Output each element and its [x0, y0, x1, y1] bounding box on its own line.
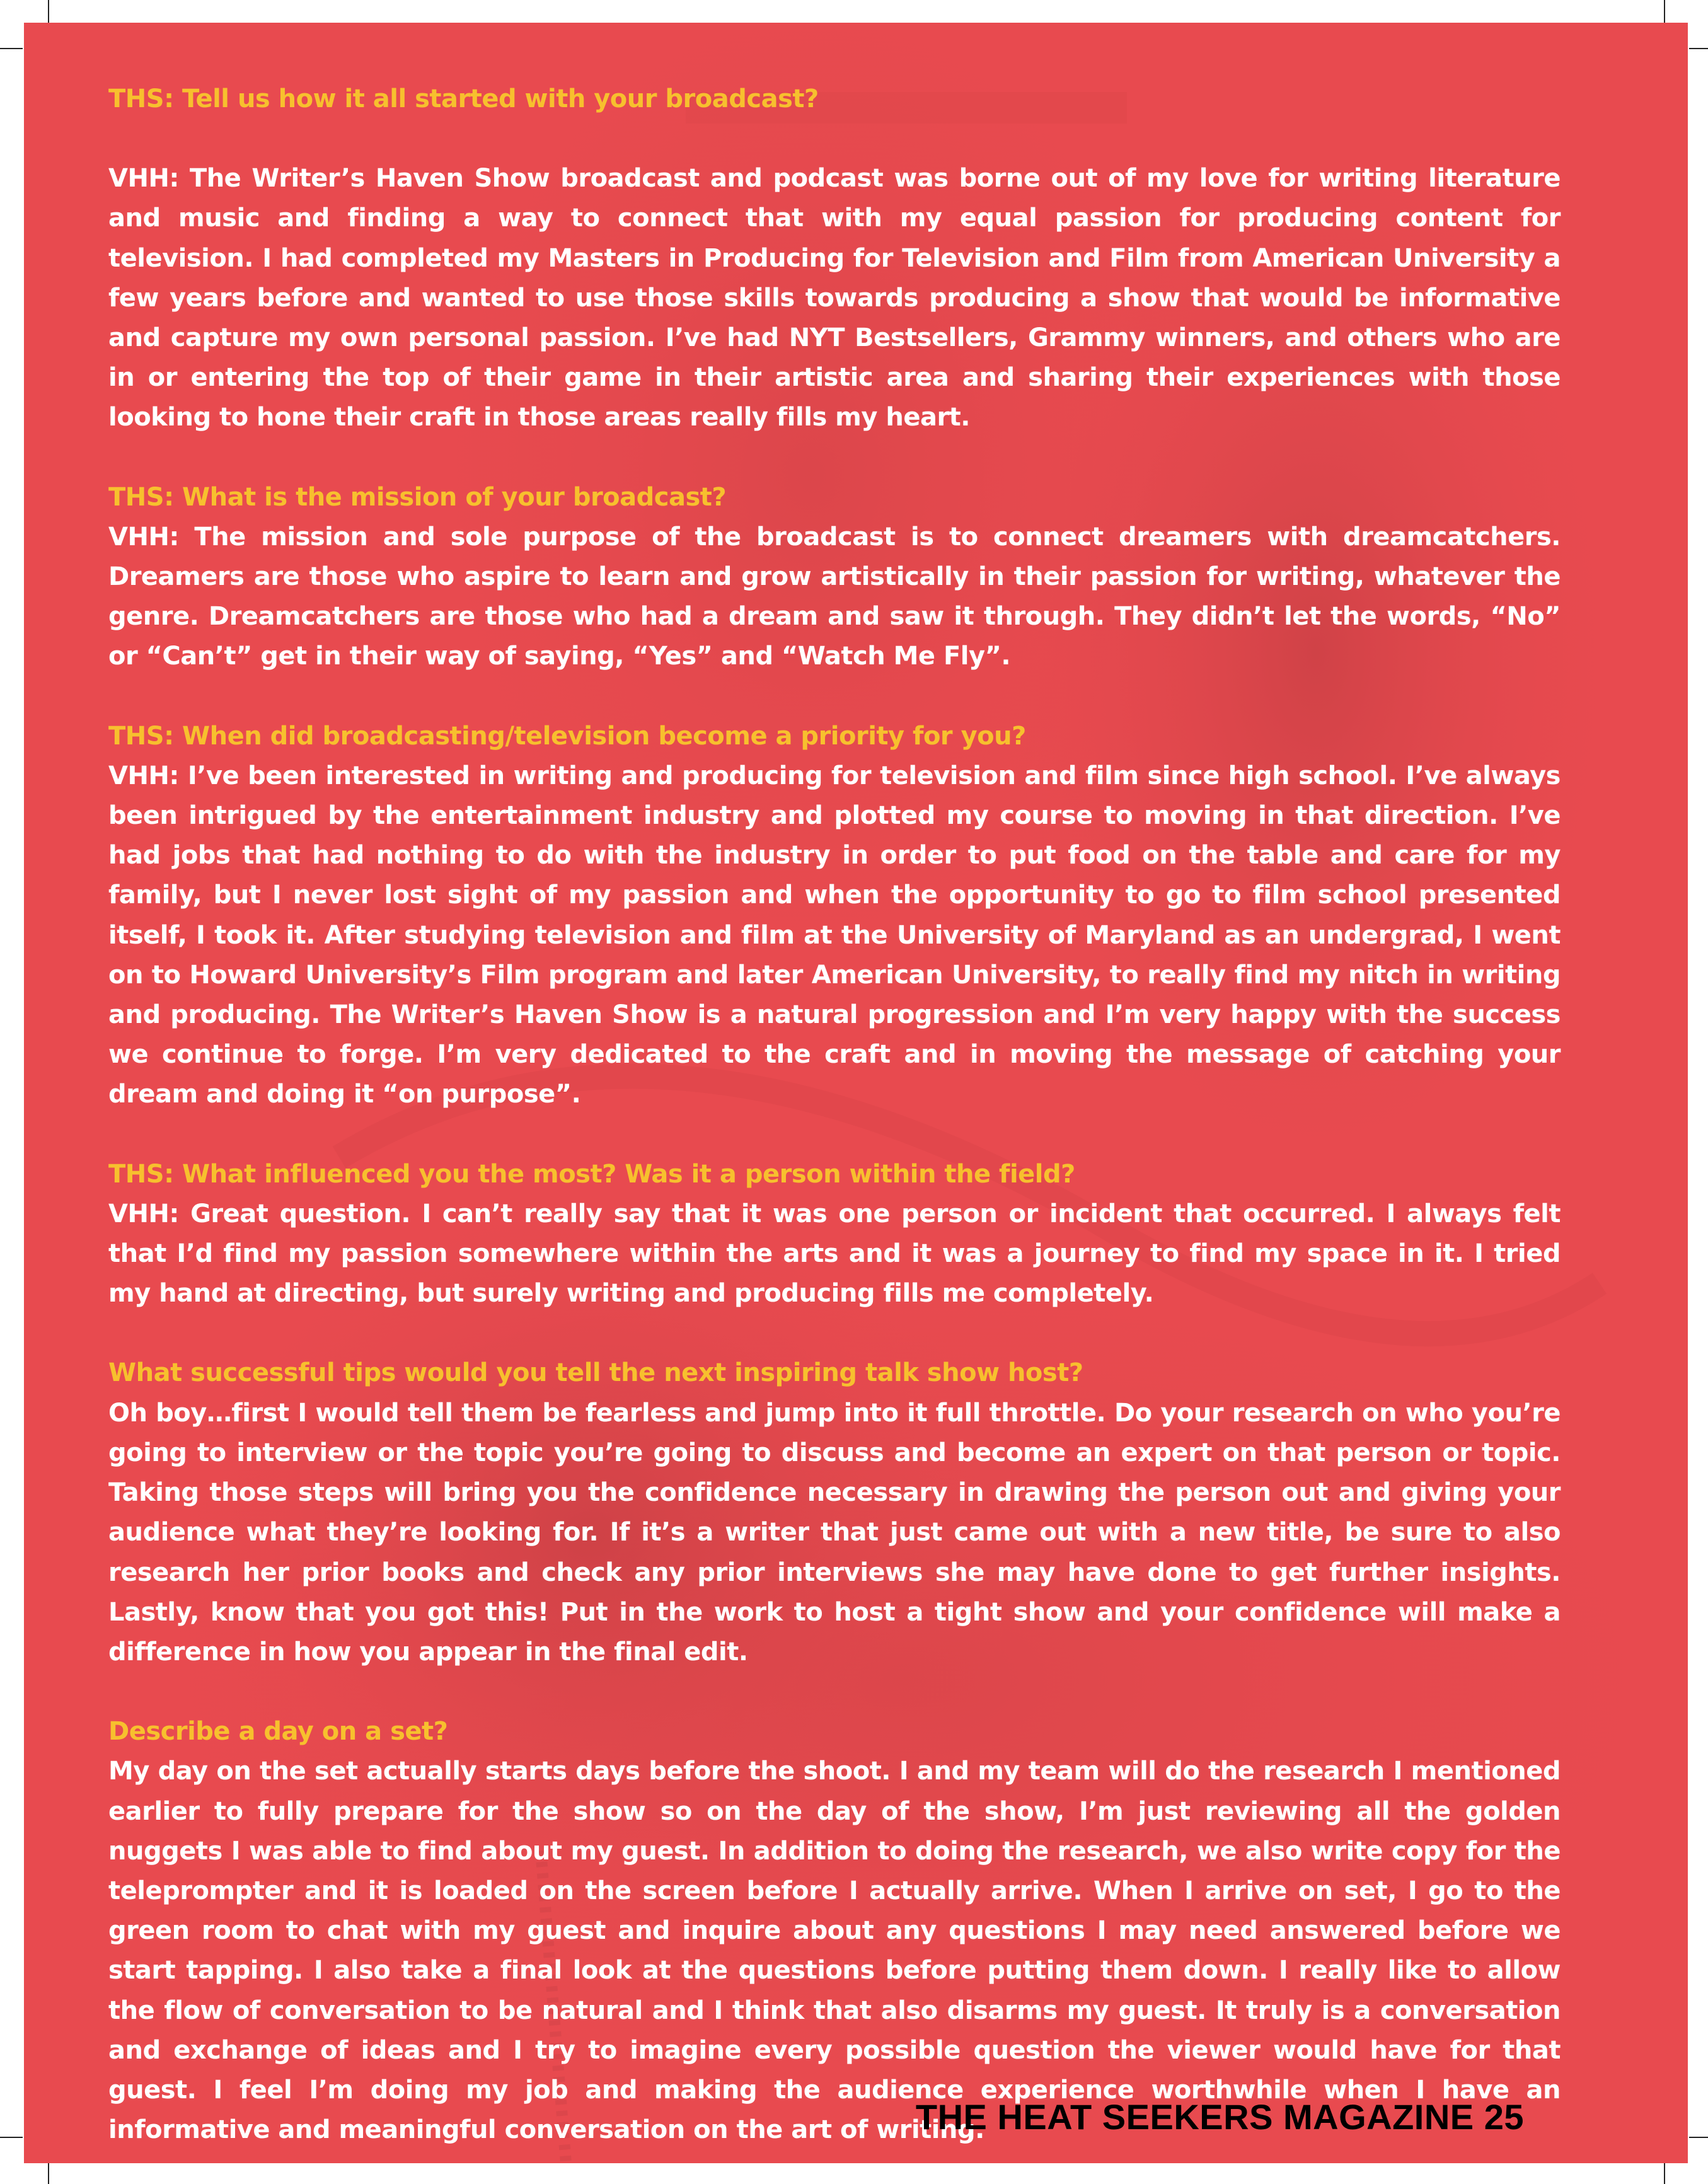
answer-text: VHH: The mission and sole purpose of the broadcast is to connect dreamers with dreamcatchers. Dreamers are those who aspire to learn and grow artistically in their passion for writing, whatever the genre. Dreamcatchers are those who had a dream and saw it through. They didn’t let the words, “No” or “Can’t” get in their way of saying, “Yes” and “Watch Me Fly”.	[108, 522, 1561, 671]
answer-text: My day on the set actually starts days before the shoot. I and my team will do the research I mentioned earlier to fully prepare for the show so on the day of the show, I’m just reviewing all the golden nuggets I was able to find about my guest. In addition to doing the research, we also write copy for the teleprompter and it is loaded on the screen before I actually arrive. When I arrive on set, I go to the green room to chat with my guest and inquire about any questions I may need answered before we start tapping. I also take a final look at the questions before putting them down. I really like to allow the flow of conversation to be natural and I think that also disarms my guest. It truly is a conversation and exchange of ideas and I try to imagine every possible question the viewer would have for that guest. I feel I’m doing my job and making the audience experience worthwhile when I have an informative and meaningful conversation on the art of writing.	[108, 1757, 1561, 2145]
red-background	[24, 23, 1688, 2163]
crop-mark	[48, 0, 49, 23]
spacer	[108, 677, 1561, 717]
question-heading: THS: When did broadcasting/television become a priority for you?	[108, 721, 1026, 751]
interview-content	[108, 79, 1561, 2150]
answer-text: Oh boy…first I would tell them be fearless and jump into it full throttle. Do your research on who you’re going to interview or the topic you’re going to discuss and become an expert on that person or topic. Taking those steps will bring you the confidence necessary in drawing the person out and giving your audience what they’re looking for. If it’s a writer that just came out with a new title, be sure to also research her prior books and check any prior interviews she may have done to get further insights. Lastly, know that you got this! Put in the work to host a tight show and your confidence will make a difference in how you appear in the final edit.	[108, 1398, 1561, 1667]
spacer	[108, 1314, 1561, 1353]
qa-block	[108, 1353, 1561, 1672]
question-heading: THS: Tell us how it all started with your broadcast?	[108, 84, 819, 113]
spacer	[108, 438, 1561, 478]
question-heading: What successful tips would you tell the next inspiring talk show host?	[108, 1358, 1083, 1388]
question-heading: Describe a day on a set?	[108, 1717, 448, 1747]
crop-mark	[1689, 48, 1708, 49]
crop-mark	[48, 2163, 49, 2184]
crop-mark	[0, 48, 23, 49]
crop-mark	[0, 2137, 23, 2138]
qa-block	[108, 478, 1561, 677]
crop-mark	[1664, 0, 1665, 23]
answer-text: VHH: I’ve been interested in writing and producing for television and film since high school. I’ve always been intrigued by the entertainment industry and plotted my course to moving in that direction. I’ve had jobs that had nothing to do with the industry in order to put food on the table and care for my family, but I never lost sight of my passion and when the opportunity to go to film school presented itself, I took it. After studying television and film at the University of Maryland as an undergrad, I went on to Howard University’s Film program and later American University, to really find my nitch in writing and producing. The Writer’s Haven Show is a natural progression and I’m very happy with the success we continue to forge. I’m very dedicated to the craft and in moving the message of catching your dream and doing it “on purpose”.	[108, 761, 1561, 1109]
qa-block	[108, 717, 1561, 1115]
qa-block	[108, 1712, 1561, 2150]
spacer	[108, 1115, 1561, 1155]
answer-text: VHH: Great question. I can’t really say that it was one person or incident that occurred. I always felt that I’d find my passion somewhere within the arts and it was a journey to find my space in it. I tried my hand at directing, but surely writing and producing fills me completely.	[108, 1199, 1561, 1309]
crop-mark	[1689, 2137, 1708, 2138]
question-heading: THS: What influenced you the most? Was it a person within the field?	[108, 1159, 1075, 1189]
crop-mark	[1664, 2163, 1665, 2184]
qa-block	[108, 1155, 1561, 1314]
qa-block	[108, 79, 1561, 438]
question-heading: THS: What is the mission of your broadcast?	[108, 482, 727, 512]
spacer	[108, 119, 1561, 159]
answer-text: VHH: The Writer’s Haven Show broadcast and podcast was borne out of my love for writing literature and music and finding a way to connect that with my equal passion for producing content for television. I had completed my Masters in Producing for Television and Film from American University a few years before and wanted to use those skills towards producing a show that would be informative and capture my own personal passion. I’ve had NYT Bestsellers, Grammy winners, and others who are in or entering the top of their game in their artistic area and sharing their experiences with those looking to hone their craft in those areas really fills my heart.	[108, 164, 1561, 432]
spacer	[108, 1672, 1561, 1712]
page-footer: THE HEAT SEEKERS MAGAZINE 25	[915, 2097, 1524, 2137]
